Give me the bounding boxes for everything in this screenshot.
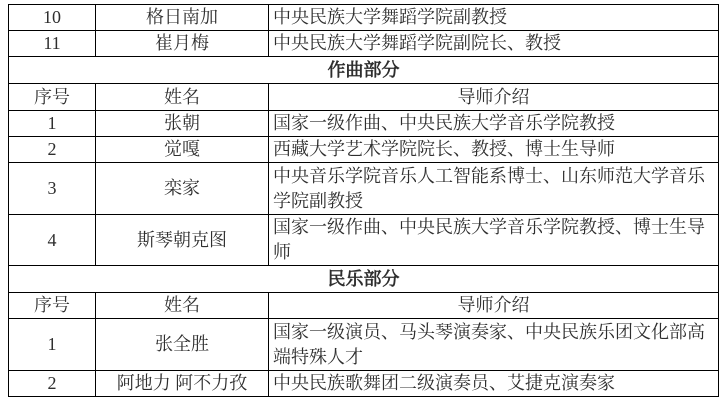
table-row [9,163,719,215]
table-row [9,371,719,397]
mentor-table [8,4,719,397]
col-header-intro: 导师介绍 [269,84,719,111]
intro-cell: 国家一级作曲、中央民族大学音乐学院教授 [269,111,719,137]
section-header-row [9,266,719,293]
col-header-name: 姓名 [96,84,269,111]
intro-cell: 中央民族歌舞团二级演奏员、艾捷克演奏家 [269,371,719,397]
name-cell: 阿地力 阿不力孜 [96,371,269,397]
intro-cell: 西藏大学艺术学院院长、教授、博士生导师 [269,137,719,163]
column-header-row [9,293,719,319]
table-row [9,5,719,31]
name-cell: 栾家 [96,163,269,215]
seq-cell: 4 [9,215,96,266]
table-row [9,111,719,137]
intro-cell: 国家一级演员、马头琴演奏家、中央民族乐团文化部高端特殊人才 [269,319,719,371]
table-row [9,31,719,57]
intro-cell: 中央音乐学院音乐人工智能系博士、山东师范大学音乐学院副教授 [269,163,719,215]
col-header-intro: 导师介绍 [269,293,719,319]
seq-cell: 11 [9,31,96,57]
col-header-name: 姓名 [96,293,269,319]
name-cell: 崔月梅 [96,31,269,57]
seq-cell: 3 [9,163,96,215]
seq-cell: 10 [9,5,96,31]
col-header-seq: 序号 [9,293,96,319]
intro-cell: 中央民族大学舞蹈学院副院长、教授 [269,31,719,57]
seq-cell: 2 [9,371,96,397]
table-row [9,137,719,163]
column-header-row [9,84,719,111]
section-title: 民乐部分 [9,266,719,293]
seq-cell: 1 [9,319,96,371]
name-cell: 张全胜 [96,319,269,371]
table-row [9,215,719,266]
seq-cell: 2 [9,137,96,163]
section-title: 作曲部分 [9,57,719,84]
table-row [9,319,719,371]
name-cell: 斯琴朝克图 [96,215,269,266]
intro-cell: 国家一级作曲、中央民族大学音乐学院教授、博士生导师 [269,215,719,266]
intro-cell: 中央民族大学舞蹈学院副教授 [269,5,719,31]
seq-cell: 1 [9,111,96,137]
col-header-seq: 序号 [9,84,96,111]
section-header-row [9,57,719,84]
name-cell: 觉嘎 [96,137,269,163]
name-cell: 张朝 [96,111,269,137]
name-cell: 格日南加 [96,5,269,31]
